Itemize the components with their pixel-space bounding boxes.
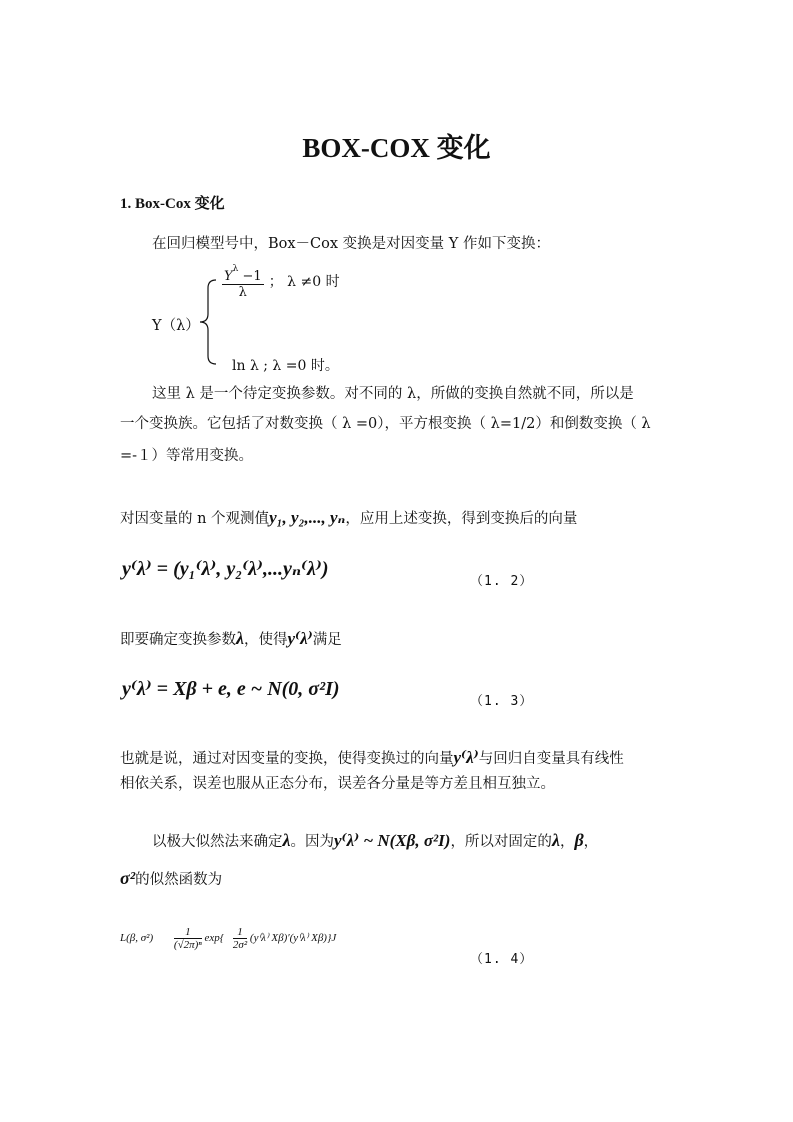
paragraph-2 [120,508,577,529]
para5-distribution-math: y⁽λ⁾ ~ N(Xβ, σ²I) [334,831,451,850]
para4-y-lambda-math: y⁽λ⁾ [453,748,479,767]
paragraph-5-line-2 [120,868,222,890]
para4-text-post: 与回归自变量具有线性 [478,751,624,767]
section-heading: 1. Box-Cox 变化 [120,196,225,212]
paragraph-1-line-2: 一个变换族。它包括了对数变换（ λ =0），平方根变换（ λ=1/2）和倒数变换（ λ [120,416,651,432]
equation-1-3: y⁽λ⁾ = Xβ + e, e ~ N(0, σ²I) [122,678,340,700]
para4-text-pre: 也就是说，通过对因变量的变换，使得变换过的向量 [120,751,454,767]
equation-1-4 [120,926,336,951]
lambda-math: λ [236,628,244,648]
para5-lambda2-math: λ [551,830,560,850]
y-lambda-math: y⁽λ⁾ [287,629,313,648]
paragraph-3 [120,628,342,650]
para5-text-mid2: ，所以对固定的 [450,834,552,850]
paragraph-4-line-2: 相依关系，误差也服从正态分布，误差各分量是等方差且相互独立。 [120,776,555,792]
piecewise-case-1 [222,264,340,300]
eq14-fraction-2 [233,926,247,951]
eq14-frac1-num: 1 [174,926,202,939]
piecewise-lhs: Y（λ） [152,318,200,334]
para3-text-mid: ，使得 [244,632,288,648]
para2-text-post: ，应用上述变换，得到变换后的向量 [345,511,578,527]
para5-text-post: 的似然函数为 [135,872,223,888]
observations-math: y₁, y₂,..., yₙ [269,508,346,527]
case1-numerator [222,264,264,285]
paragraph-4-line-1 [120,748,624,769]
case1-condition: ； λ ≠0 时 [268,274,340,290]
eq14-rest: (y⁽λ⁾ Xβ)′(y⁽λ⁾ Xβ)}J [249,932,337,945]
case1-num-y: Y [224,269,233,284]
piecewise-case-2: ln λ ; λ =0 时。 [232,358,339,374]
case1-num-sup: λ [232,264,239,274]
equation-1-2-number: （1. 2） [470,574,534,589]
para5-text-mid1: 。因为 [290,834,334,850]
equation-1-3-number: （1. 3） [470,694,534,709]
case1-fraction [222,264,264,300]
para2-text-pre: 对因变量的 n 个观测值 [120,511,270,527]
para5-sigma-math: σ² [120,868,136,888]
para3-text-pre: 即要确定变换参数 [120,632,236,648]
eq14-frac2-num: 1 [233,926,247,939]
piecewise-brace [196,276,222,368]
page-title: BOX-COX 变化 [302,133,491,163]
paragraph-5-line-1 [152,830,598,852]
paragraph-1-line-3: =-１）等常用变换。 [120,448,254,464]
para5-text-pre: 以极大似然法来确定 [152,834,283,850]
case1-num-rest: −1 [238,269,262,284]
eq14-frac2-den: 2σ² [232,939,248,951]
para3-text-post: 满足 [312,632,342,648]
para5-comma-2: ， [583,834,599,850]
equation-1-4-number: （1. 4） [470,952,534,967]
para5-beta-math: β [574,830,584,850]
eq14-lhs: L(β, σ²) [120,932,154,945]
para5-comma: ， [559,834,575,850]
para5-lambda-math: λ [282,830,291,850]
paragraph-1-line-1: 这里 λ 是一个待定变换参数。对不同的 λ，所做的变换自然就不同，所以是 [152,386,634,402]
intro-paragraph: 在回归模型号中，Box－Cox 变换是对因变量 Y 作如下变换： [152,236,550,252]
eq14-fraction-1 [174,926,202,951]
equation-1-2: y⁽λ⁾ = (y₁⁽λ⁾, y₂⁽λ⁾,...yₙ⁽λ⁾) [122,558,329,580]
eq14-frac1-den: (√2π)ⁿ [173,939,202,951]
eq14-exp: exp{ [204,932,225,945]
case1-denominator: λ [238,285,247,300]
